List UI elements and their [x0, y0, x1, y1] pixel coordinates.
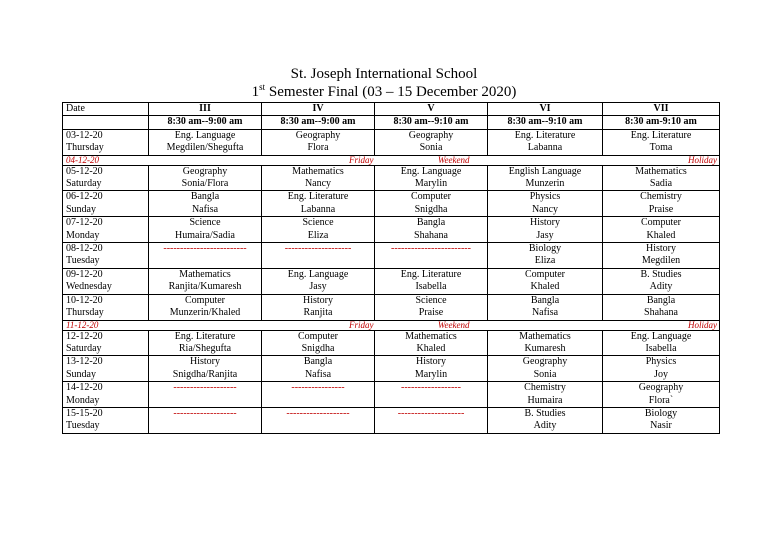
date-header: Date [63, 103, 149, 116]
exam-date: 08-12-20 [66, 243, 103, 255]
exam-teacher: Kumaresh [524, 342, 566, 354]
exam-teacher: Flora` [648, 394, 674, 406]
exam-teacher: Megdilen/Shegufta [166, 142, 244, 154]
time-row [63, 116, 720, 129]
exam-teacher: Megdilen [641, 255, 681, 267]
no-exam-dashes: ---------------- [291, 382, 345, 394]
exam-cell [149, 382, 262, 408]
exam-cell [603, 217, 720, 243]
date-cell [63, 330, 149, 356]
exam-cell [488, 356, 603, 382]
exam-subject: Eng. Language [174, 129, 236, 141]
date-cell [63, 191, 149, 217]
exam-teacher: Munzerin/Khaled [169, 307, 241, 319]
exam-teacher: Nancy [531, 203, 559, 215]
date-cell [63, 356, 149, 382]
exam-subject: Mathematics [519, 330, 571, 342]
date-cell [63, 217, 149, 243]
exam-teacher: Jasy [309, 281, 327, 293]
exam-subject: History [303, 294, 333, 306]
exam-subject: Bangla [416, 217, 446, 229]
no-exam-dashes: ------------------- [173, 382, 237, 394]
exam-teacher: Marylin [414, 178, 448, 190]
date-cell [63, 407, 149, 433]
exam-cell [488, 407, 603, 433]
exam-subject: Eng. Language [287, 268, 349, 280]
holiday-day: Friday [149, 320, 375, 330]
exam-subject: Science [415, 294, 447, 306]
exam-cell [149, 191, 262, 217]
schedule-row [63, 294, 720, 320]
exam-subject: B. Studies [640, 268, 682, 280]
no-exam-dashes: -------------------- [397, 407, 465, 419]
exam-subject: Bangla [530, 294, 560, 306]
exam-cell [488, 217, 603, 243]
holiday-row [63, 155, 720, 165]
exam-day: Thursday [66, 142, 104, 154]
exam-cell [375, 330, 488, 356]
exam-time: 8:30 am-9:10 am [603, 116, 720, 129]
exam-cell [262, 356, 375, 382]
exam-date: 05-12-20 [66, 165, 103, 177]
schedule-row [63, 243, 720, 269]
exam-subject: Geography [638, 382, 684, 394]
exam-cell [603, 191, 720, 217]
exam-cell [262, 165, 375, 191]
exam-teacher: Adity [649, 281, 673, 293]
no-exam-dashes: -------------------- [284, 243, 352, 255]
exam-title [0, 84, 768, 101]
exam-cell [149, 356, 262, 382]
exam-subject: Mathematics [405, 330, 457, 342]
no-exam-dashes: ------------------ [401, 382, 461, 394]
class-header-row [63, 103, 720, 116]
schedule-row [63, 407, 720, 433]
exam-subject: Computer [298, 330, 338, 342]
exam-cell [603, 165, 720, 191]
exam-cell [375, 356, 488, 382]
exam-teacher: Sadia [649, 178, 673, 190]
exam-date: 10-12-20 [66, 294, 103, 306]
exam-cell [488, 382, 603, 408]
exam-subject: Computer [525, 268, 565, 280]
exam-cell [603, 356, 720, 382]
schedule-row [63, 382, 720, 408]
exam-subject: Bangla [303, 356, 333, 368]
exam-teacher: Joy [654, 368, 668, 380]
exam-cell [375, 165, 488, 191]
exam-teacher: Khaled [646, 229, 676, 241]
exam-day: Sunday [66, 203, 96, 215]
date-cell [63, 268, 149, 294]
exam-cell [603, 407, 720, 433]
exam-teacher: Marylin [414, 368, 448, 380]
exam-cell [262, 217, 375, 243]
exam-cell [603, 294, 720, 320]
exam-teacher: Snigdha/Ranjita [172, 368, 238, 380]
no-exam-dashes: ------------------- [173, 407, 237, 419]
exam-subject: Chemistry [524, 382, 566, 394]
schedule-row [63, 330, 720, 356]
exam-teacher: Praise [648, 203, 674, 215]
exam-subject: Eng. Language [400, 165, 462, 177]
exam-teacher: Humaira/Sadia [175, 229, 235, 241]
exam-teacher: Khaled [416, 342, 446, 354]
exam-subject: Mathematics [635, 165, 687, 177]
exam-date: 09-12-20 [66, 268, 103, 280]
exam-cell [149, 330, 262, 356]
exam-subject: Eng. Language [630, 330, 692, 342]
exam-subject: Computer [185, 294, 225, 306]
exam-cell [375, 129, 488, 155]
exam-subject: Physics [529, 191, 561, 203]
school-name: St. Joseph International School [290, 66, 478, 82]
exam-cell [488, 268, 603, 294]
exam-teacher: Labanna [300, 203, 336, 215]
exam-cell [262, 243, 375, 269]
exam-ordinal: 1 [251, 84, 260, 100]
holiday-weekend: Weekend [375, 155, 488, 165]
exam-cell [375, 294, 488, 320]
exam-time: 8:30 am--9:00 am [149, 116, 262, 129]
exam-subject: Eng. Literature [514, 129, 576, 141]
time-row-blank [63, 116, 149, 129]
schedule-row [63, 129, 720, 155]
exam-teacher: Snigdha [414, 203, 448, 215]
schedule-row [63, 191, 720, 217]
exam-cell [262, 330, 375, 356]
exam-teacher: Adity [533, 420, 557, 432]
class-header: VII [603, 103, 720, 116]
exam-teacher: Munzerin [525, 178, 565, 190]
exam-subject: Computer [411, 191, 451, 203]
exam-cell [488, 191, 603, 217]
no-exam-dashes: ------------------------ [391, 243, 471, 255]
exam-subject: Bangla [190, 191, 220, 203]
exam-cell [375, 217, 488, 243]
exam-day: Monday [66, 229, 100, 241]
exam-cell [149, 165, 262, 191]
exam-day: Thursday [66, 307, 104, 319]
exam-teacher: Shahana [414, 229, 448, 241]
exam-teacher: Flora [307, 142, 329, 154]
exam-teacher: Ranjita/Kumaresh [168, 281, 242, 293]
schedule-row [63, 268, 720, 294]
exam-subject: Biology [644, 407, 678, 419]
exam-subject: Bangla [646, 294, 676, 306]
exam-cell [262, 294, 375, 320]
exam-subject: Geography [522, 356, 568, 368]
exam-cell [488, 129, 603, 155]
exam-cell [603, 129, 720, 155]
exam-cell [603, 243, 720, 269]
date-cell [63, 382, 149, 408]
exam-cell [488, 243, 603, 269]
exam-cell [262, 407, 375, 433]
exam-subject: Mathematics [292, 165, 344, 177]
exam-day: Sunday [66, 368, 96, 380]
exam-time: 8:30 am--9:00 am [262, 116, 375, 129]
exam-ordinal-suffix: st [259, 82, 266, 92]
exam-cell [149, 407, 262, 433]
exam-cell [262, 382, 375, 408]
holiday-label: Holiday [488, 155, 720, 165]
exam-cell [488, 294, 603, 320]
exam-cell [149, 129, 262, 155]
exam-teacher: Isabella [415, 281, 447, 293]
exam-day: Tuesday [66, 420, 100, 432]
exam-subject: B. Studies [524, 407, 566, 419]
exam-teacher: Nafisa [531, 307, 559, 319]
holiday-day: Friday [149, 155, 375, 165]
exam-day: Wednesday [66, 281, 112, 293]
holiday-date: 04-12-20 [63, 155, 149, 165]
schedule-row [63, 356, 720, 382]
exam-time: 8:30 am--9:10 am [375, 116, 488, 129]
exam-teacher: Humaira [527, 394, 563, 406]
exam-teacher: Isabella [645, 342, 677, 354]
class-header: VI [488, 103, 603, 116]
exam-teacher: Nafisa [191, 203, 219, 215]
exam-teacher: Eliza [534, 255, 556, 267]
exam-cell [262, 191, 375, 217]
class-header: IV [262, 103, 375, 116]
exam-teacher: Ranjita [303, 307, 333, 319]
no-exam-dashes: ------------------- [286, 407, 350, 419]
class-header: V [375, 103, 488, 116]
exam-subject: History [530, 217, 560, 229]
exam-teacher: Snigdha [301, 342, 335, 354]
exam-subject: Chemistry [640, 191, 682, 203]
exam-time: 8:30 am--9:10 am [488, 116, 603, 129]
holiday-row [63, 320, 720, 330]
exam-teacher: Sonia [533, 368, 557, 380]
exam-teacher: Labanna [527, 142, 563, 154]
exam-teacher: Ria/Shegufta [178, 342, 232, 354]
exam-subject: Physics [645, 356, 677, 368]
exam-cell [488, 165, 603, 191]
exam-teacher: Toma [649, 142, 673, 154]
exam-cell [488, 330, 603, 356]
exam-teacher: Nafisa [304, 368, 332, 380]
date-cell [63, 165, 149, 191]
holiday-label: Holiday [488, 320, 720, 330]
exam-subject: Eng. Literature [287, 191, 349, 203]
exam-date: 07-12-20 [66, 217, 103, 229]
schedule-row [63, 165, 720, 191]
exam-subject: Geography [295, 129, 341, 141]
exam-subject: Geography [182, 165, 228, 177]
exam-subject: Mathematics [179, 268, 231, 280]
exam-title-rest: Semester Final (03 – 15 December 2020) [265, 84, 517, 100]
date-cell [63, 294, 149, 320]
exam-teacher: Praise [418, 307, 444, 319]
exam-date: 12-12-20 [66, 330, 103, 342]
exam-teacher: Nasir [650, 420, 672, 432]
exam-cell [375, 243, 488, 269]
exam-date: 13-12-20 [66, 356, 103, 368]
exam-cell [603, 268, 720, 294]
exam-subject: History [190, 356, 220, 368]
exam-cell [375, 407, 488, 433]
holiday-date: 11-12-20 [63, 320, 149, 330]
exam-cell [262, 129, 375, 155]
exam-subject: History [646, 243, 676, 255]
exam-subject: Geography [408, 129, 454, 141]
exam-day: Tuesday [66, 255, 100, 267]
exam-teacher: Nancy [304, 178, 332, 190]
exam-cell [603, 330, 720, 356]
exam-teacher: Shahana [644, 307, 678, 319]
exam-date: 03-12-20 [66, 129, 103, 141]
exam-subject: Eng. Literature [174, 330, 236, 342]
exam-day: Saturday [66, 342, 102, 354]
exam-cell [375, 191, 488, 217]
exam-cell [262, 268, 375, 294]
exam-date: 14-12-20 [66, 382, 103, 394]
exam-subject: English Language [508, 165, 582, 177]
no-exam-dashes: ------------------------- [163, 243, 247, 255]
exam-subject: Biology [528, 243, 562, 255]
exam-teacher: Eliza [307, 229, 329, 241]
exam-teacher: Jasy [536, 229, 554, 241]
date-cell [63, 129, 149, 155]
date-cell [63, 243, 149, 269]
class-header: III [149, 103, 262, 116]
exam-teacher: Khaled [530, 281, 560, 293]
exam-subject: Computer [641, 217, 681, 229]
exam-cell [149, 217, 262, 243]
exam-subject: Science [302, 217, 334, 229]
exam-subject: Eng. Literature [400, 268, 462, 280]
exam-subject: History [416, 356, 446, 368]
exam-date: 15-15-20 [66, 407, 103, 419]
exam-subject: Eng. Literature [630, 129, 692, 141]
exam-teacher: Sonia [419, 142, 443, 154]
exam-day: Saturday [66, 178, 102, 190]
exam-date: 06-12-20 [66, 191, 103, 203]
exam-teacher: Sonia/Flora [181, 178, 229, 190]
exam-cell [149, 294, 262, 320]
exam-day: Monday [66, 394, 100, 406]
exam-cell [375, 268, 488, 294]
exam-cell [149, 268, 262, 294]
holiday-weekend: Weekend [375, 320, 488, 330]
exam-subject: Science [189, 217, 221, 229]
exam-cell [603, 382, 720, 408]
exam-cell [375, 382, 488, 408]
exam-cell [149, 243, 262, 269]
schedule-row [63, 217, 720, 243]
exam-schedule-table [62, 102, 720, 434]
